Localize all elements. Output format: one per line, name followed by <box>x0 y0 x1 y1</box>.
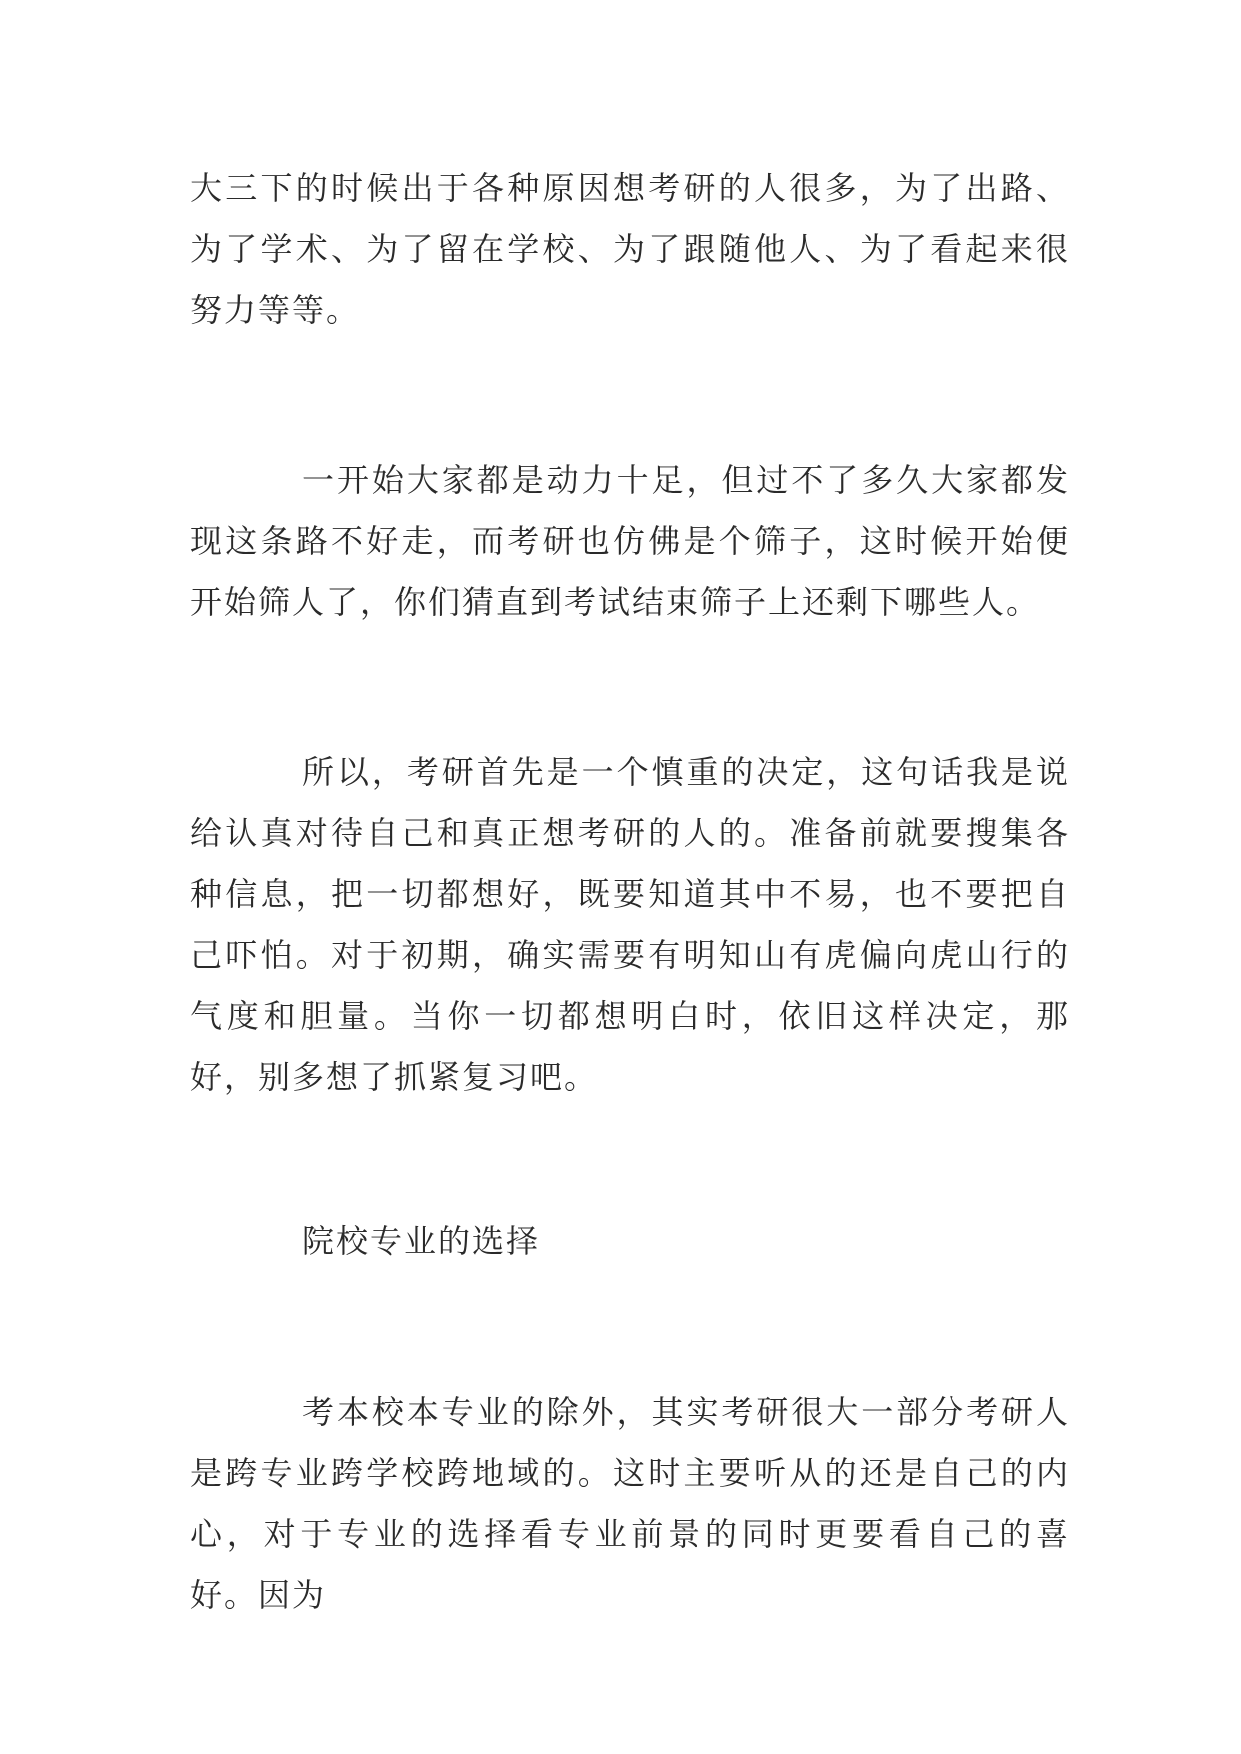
paragraph-4: 考本校本专业的除外，其实考研很大一部分考研人是跨专业跨学校跨地域的。这时主要听从的还是自己的内心，对于专业的选择看专业前景的同时更要看自己的喜好。因为 <box>190 1393 1070 1614</box>
section-heading: 院校专业的选择 <box>302 1222 541 1260</box>
paragraph-1: 大三下的时候出于各种原因想考研的人很多，为了出路、为了学术、为了留在学校、为了跟随他人、为了看起来很努力等等。 <box>190 169 1070 329</box>
paragraph-3: 所以，考研首先是一个慎重的决定，这句话我是说给认真对待自己和真正想考研的人的。准备前就要搜集各种信息，把一切都想好，既要知道其中不易，也不要把自己吓怕。对于初期，确实需要有明知山有虎偏向虎山行的气度和胆量。当你一切都想明白时，依旧这样决定，那好，别多想了抓紧复习吧。 <box>190 753 1070 1096</box>
paragraph-2: 一开始大家都是动力十足，但过不了多久大家都发现这条路不好走，而考研也仿佛是个筛子，这时候开始便开始筛人了，你们猜直到考试结束筛子上还剩下哪些人。 <box>190 461 1070 621</box>
